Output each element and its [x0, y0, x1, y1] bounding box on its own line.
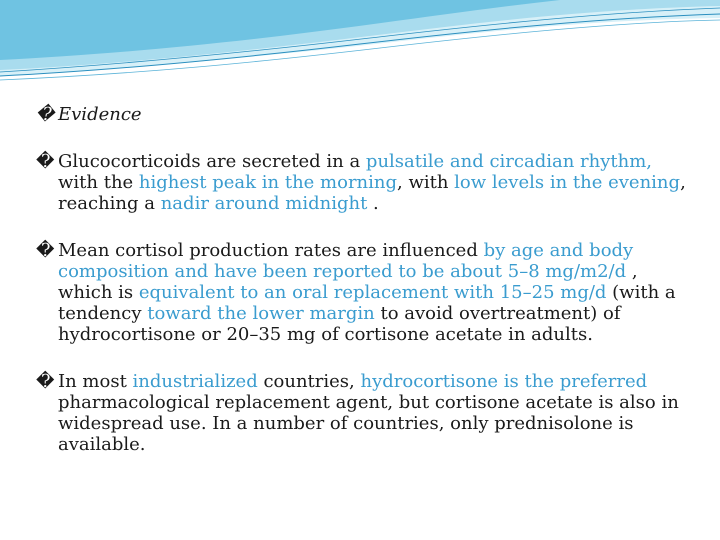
text-segment: Glucocorticoids are secreted in a: [58, 151, 366, 172]
highlight-segment: nadir around midnight: [160, 193, 368, 214]
text-segment: (with a tendency: [58, 282, 676, 324]
text-segment: .: [367, 193, 379, 214]
header-wave-decoration: [0, 0, 720, 90]
text-segment: with the: [58, 172, 139, 193]
text-segment: In most: [58, 371, 133, 392]
highlight-segment: highest peak in the morning: [138, 172, 398, 193]
highlight-segment: low levels in the evening: [454, 172, 681, 193]
text-segment: , with: [397, 172, 455, 193]
bullet-icon: �: [36, 151, 55, 172]
text-segment: , reaching a: [58, 172, 686, 214]
slide-body: [36, 104, 696, 455]
paragraph-1: [36, 151, 696, 214]
text-segment: countries,: [257, 371, 361, 392]
text-segment: pharmacological replacement agent, but cortisone acetate is also in widespread use. In a number of countries, only prednisolone is available.: [58, 392, 679, 455]
highlight-segment: hydrocortisone is the preferred: [360, 371, 648, 392]
text-segment: to avoid overtreatment) of hydrocortisone or 20–35 mg of cortisone acetate in adults.: [58, 303, 621, 345]
heading-text: Evidence: [58, 104, 142, 125]
paragraph-3: [36, 371, 696, 455]
bullet-icon: �: [36, 240, 55, 261]
bullet-icon: �: [36, 371, 55, 392]
text-segment: , which is: [58, 261, 638, 303]
bullet-icon: �: [36, 104, 55, 125]
highlight-segment: industrialized: [132, 371, 258, 392]
highlight-segment: pulsatile and circadian rhythm,: [365, 151, 653, 172]
highlight-segment: equivalent to an oral replacement with 15–25 mg/d: [138, 282, 607, 303]
highlight-segment: toward the lower margin: [147, 303, 375, 324]
paragraph-2: [36, 240, 696, 345]
text-segment: Mean cortisol production rates are influenced: [58, 240, 484, 261]
highlight-segment: by age and body composition and have been reported to be about 5–8 mg/m2/d: [58, 240, 634, 282]
evidence-heading: [36, 104, 696, 125]
